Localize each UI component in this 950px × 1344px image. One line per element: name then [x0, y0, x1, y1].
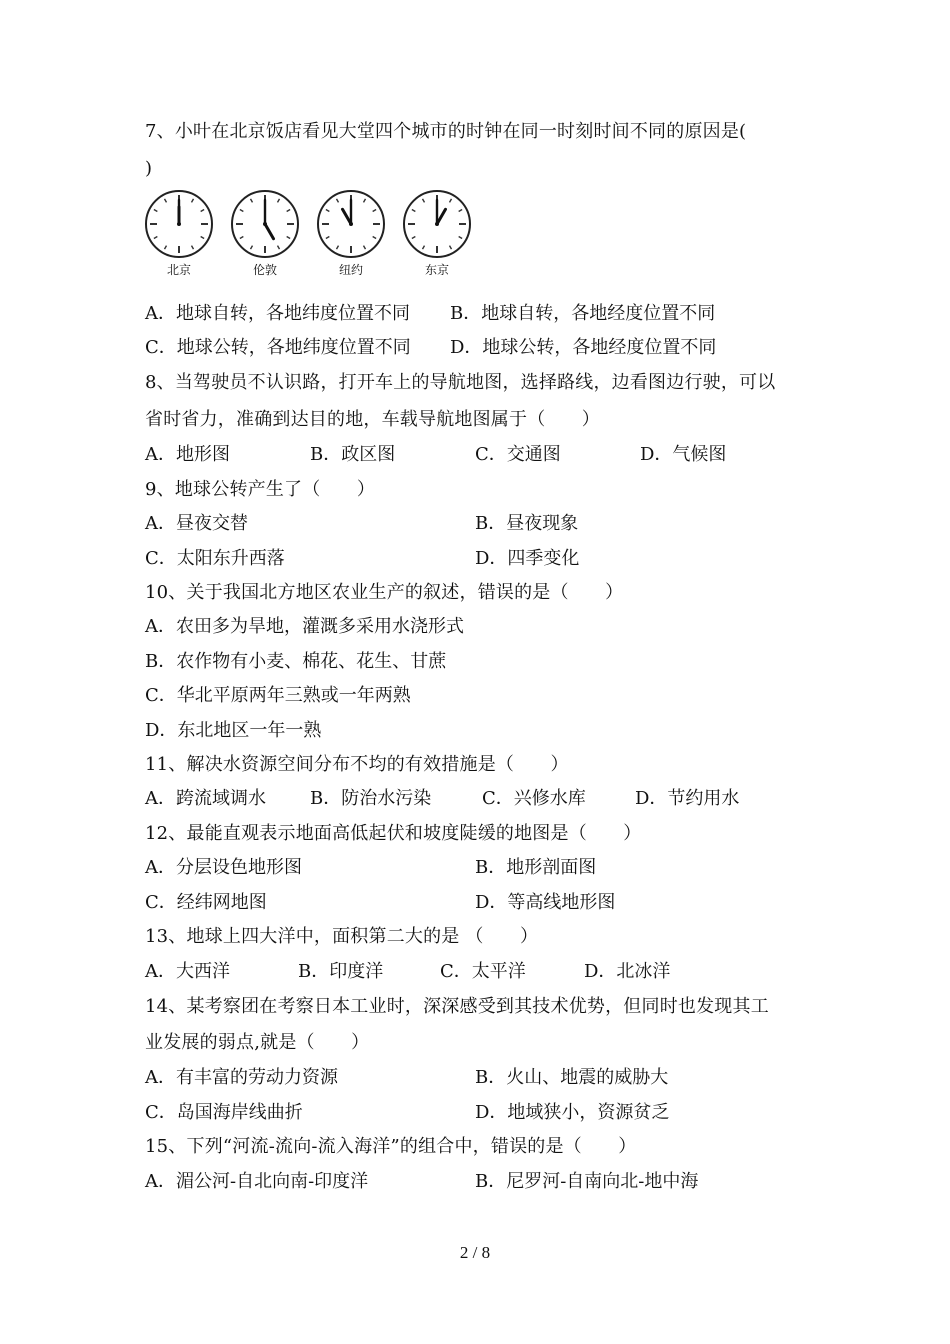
clock-figure	[143, 188, 483, 282]
q9-option-d: D．四季变化	[475, 548, 580, 569]
clock-label: 东京	[424, 263, 449, 277]
q14-option-a: A．有丰富的劳动力资源	[145, 1067, 338, 1088]
q8-option-b: B．政区图	[310, 444, 396, 465]
q8-stem-line2: 省时省力，准确到达目的地，车载导航地图属于（ ）	[145, 409, 600, 430]
q9-option-c: C．太阳东升西落	[145, 548, 285, 569]
q14-option-c: C．岛国海岸线曲折	[145, 1102, 303, 1123]
q14-option-d: D．地域狭小，资源贫乏	[475, 1102, 670, 1123]
q14-stem-line2: 业发展的弱点,就是（ ）	[145, 1032, 370, 1053]
q7-option-a: A．地球自转，各地纬度位置不同	[145, 303, 410, 324]
clock-center	[177, 222, 181, 226]
q8-option-c: C．交通图	[475, 444, 561, 465]
q11-option-b: B．防治水污染	[310, 788, 432, 809]
q10-option-c: C．华北平原两年三熟或一年两熟	[145, 685, 411, 706]
q7-option-d: D．地球公转，各地经度位置不同	[450, 337, 717, 358]
q10-option-b: B．农作物有小麦、棉花、花生、甘蔗	[145, 651, 447, 672]
q13-option-d: D．北冰洋	[584, 961, 671, 982]
clock-face-icon	[401, 188, 473, 260]
q11-option-d: D．节约用水	[635, 788, 740, 809]
clock-beijing	[143, 188, 215, 282]
q13-option-a: A．大西洋	[145, 961, 230, 982]
q15-option-b: B．尼罗河-自南向北-地中海	[475, 1171, 699, 1192]
q14-stem-line1: 14、某考察团在考察日本工业时，深深感受到其技术优势，但同时也发现其工	[145, 996, 769, 1017]
q12-option-a: A．分层设色地形图	[145, 857, 302, 878]
q8-option-d: D．气候图	[640, 444, 727, 465]
clock-center	[435, 222, 439, 226]
clock-london	[229, 188, 301, 282]
q13-stem: 13、地球上四大洋中，面积第二大的是 （ ）	[145, 926, 539, 947]
q9-stem: 9、地球公转产生了（ ）	[145, 479, 376, 500]
clock-center	[349, 222, 353, 226]
clock-newyork	[315, 188, 387, 282]
q11-option-c: C．兴修水库	[482, 788, 586, 809]
q12-option-b: B．地形剖面图	[475, 857, 597, 878]
q13-option-b: B．印度洋	[298, 961, 384, 982]
clock-label: 伦敦	[252, 263, 277, 277]
clock-label: 北京	[166, 263, 191, 277]
q7-option-c: C．地球公转，各地纬度位置不同	[145, 337, 411, 358]
clock-tokyo	[401, 188, 473, 282]
q11-option-a: A．跨流域调水	[145, 788, 266, 809]
q10-option-a: A．农田多为旱地，灌溉多采用水浇形式	[145, 616, 464, 637]
q10-option-d: D．东北地区一年一熟	[145, 720, 322, 741]
q12-option-d: D．等高线地形图	[475, 892, 616, 913]
clock-face-icon	[143, 188, 215, 260]
q7-stem-line2: )	[145, 158, 153, 179]
clock-face-icon	[315, 188, 387, 260]
page-number: 2 / 8	[459, 1243, 491, 1262]
q9-option-a: A．昼夜交替	[145, 513, 248, 534]
q12-stem: 12、最能直观表示地面高低起伏和坡度陡缓的地图是（ ）	[145, 823, 642, 844]
q9-option-b: B．昼夜现象	[475, 513, 579, 534]
q7-stem-line1: 7、小叶在北京饭店看见大堂四个城市的时钟在同一时刻时间不同的原因是(	[145, 121, 747, 142]
q10-stem: 10、关于我国北方地区农业生产的叙述，错误的是（ ）	[145, 582, 624, 603]
clock-label: 纽约	[338, 263, 363, 277]
q14-option-b: B．火山、地震的威胁大	[475, 1067, 669, 1088]
clock-face-icon	[229, 188, 301, 260]
q13-option-c: C．太平洋	[440, 961, 526, 982]
q8-option-a: A．地形图	[145, 444, 230, 465]
q15-stem: 15、下列“河流-流向-流入海洋”的组合中，错误的是（ ）	[145, 1136, 637, 1157]
clock-center	[263, 222, 267, 226]
q8-stem-line1: 8、当驾驶员不认识路，打开车上的导航地图，选择路线，边看图边行驶，可以	[145, 372, 776, 393]
q15-option-a: A．湄公河-自北向南-印度洋	[145, 1171, 369, 1192]
q12-option-c: C．经纬网地图	[145, 892, 267, 913]
q7-option-b: B．地球自转，各地经度位置不同	[450, 303, 716, 324]
q11-stem: 11、解决水资源空间分布不均的有效措施是（ ）	[145, 754, 569, 775]
